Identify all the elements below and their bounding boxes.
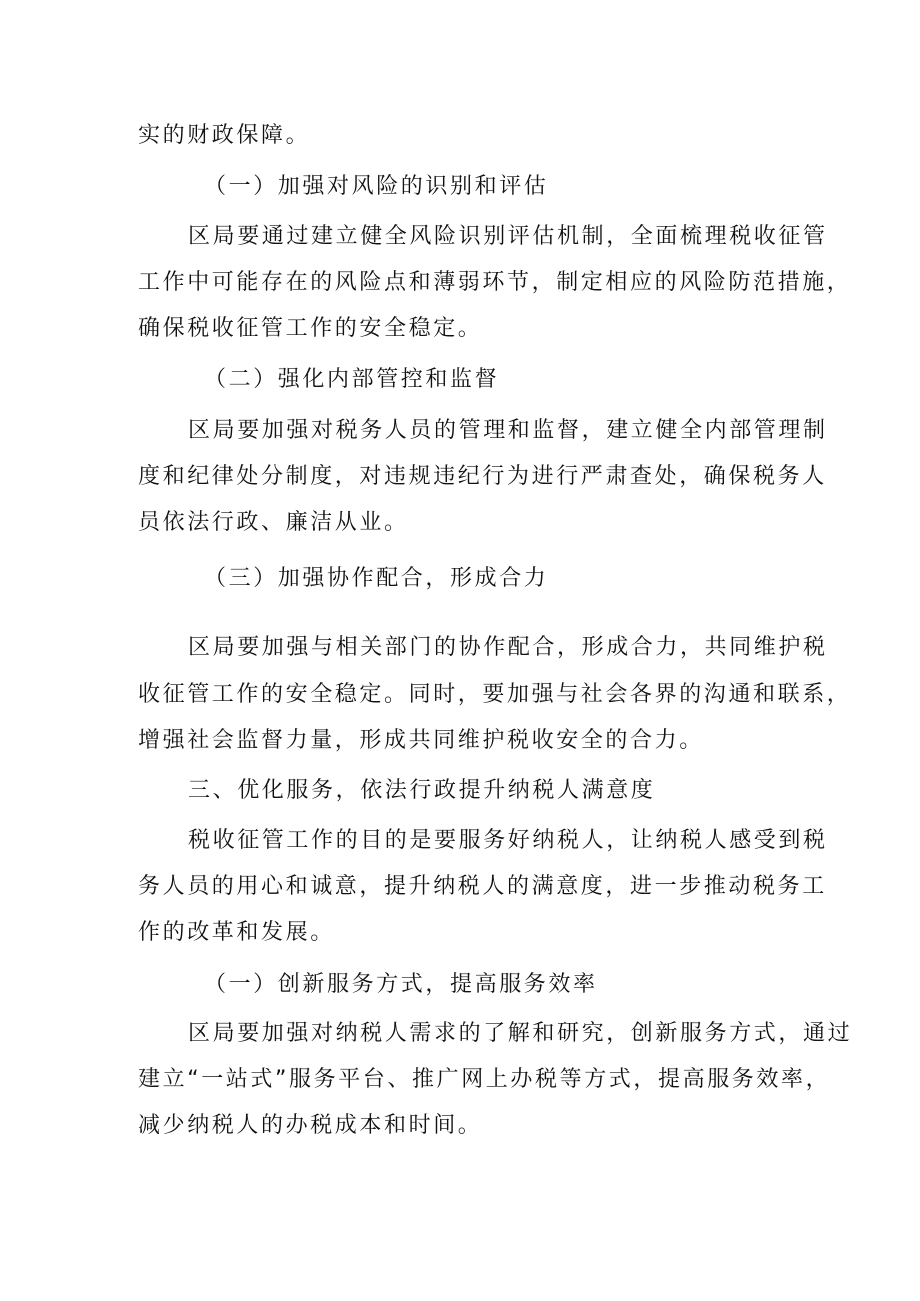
body-text-line: 增强社会监督力量，形成共同维护税收安全的合力。 — [138, 728, 704, 753]
body-text-line: 确保税收征管工作的安全稳定。 — [138, 316, 483, 341]
subsection-heading-1: （一）加强对风险的识别和评估 — [204, 174, 549, 199]
body-text-line: 税收征管工作的目的是要服务好纳税人，让纳税人感受到税 — [188, 828, 828, 853]
body-text-line: 工作中可能存在的风险点和薄弱环节，制定相应的风险防范措施， — [138, 270, 852, 295]
body-text-line: 区局要加强对税务人员的管理和监督，建立健全内部管理制 — [188, 418, 828, 443]
body-text-line: 员依法行政、廉洁从业。 — [138, 510, 409, 535]
body-text-line: 建立“一站式”服务平台、推广网上办税等方式，提高服务效率， — [138, 1067, 831, 1092]
section-heading-3: 三、优化服务，依法行政提升纳税人满意度 — [188, 778, 656, 803]
body-text-line: 收征管工作的安全稳定。同时，要加强与社会各界的沟通和联系， — [138, 682, 852, 707]
subsection-heading-3: （三）加强协作配合，形成合力 — [204, 566, 549, 591]
body-text-line: 务人员的用心和诚意，提升纳税人的满意度，进一步推动税务工 — [138, 874, 827, 899]
body-text-line: 减少纳税人的办税成本和时间。 — [138, 1113, 483, 1138]
body-text-line: 区局要通过建立健全风险识别评估机制，全面梳理税收征管 — [188, 224, 828, 249]
subsection-heading-2: （二）强化内部管控和监督 — [204, 367, 500, 392]
body-text-line: 区局要加强对纳税人需求的了解和研究，创新服务方式，通过 — [188, 1021, 853, 1046]
subsection-heading-1: （一）创新服务方式，提高服务效率 — [204, 972, 598, 997]
body-text-line: 作的改革和发展。 — [138, 920, 335, 945]
body-text-line: 区局要加强与相关部门的协作配合，形成合力，共同维护税 — [188, 635, 828, 660]
body-text-line: 实的财政保障。 — [138, 123, 311, 148]
body-text-line: 度和纪律处分制度，对违规违纪行为进行严肃查处，确保税务人 — [138, 464, 827, 489]
